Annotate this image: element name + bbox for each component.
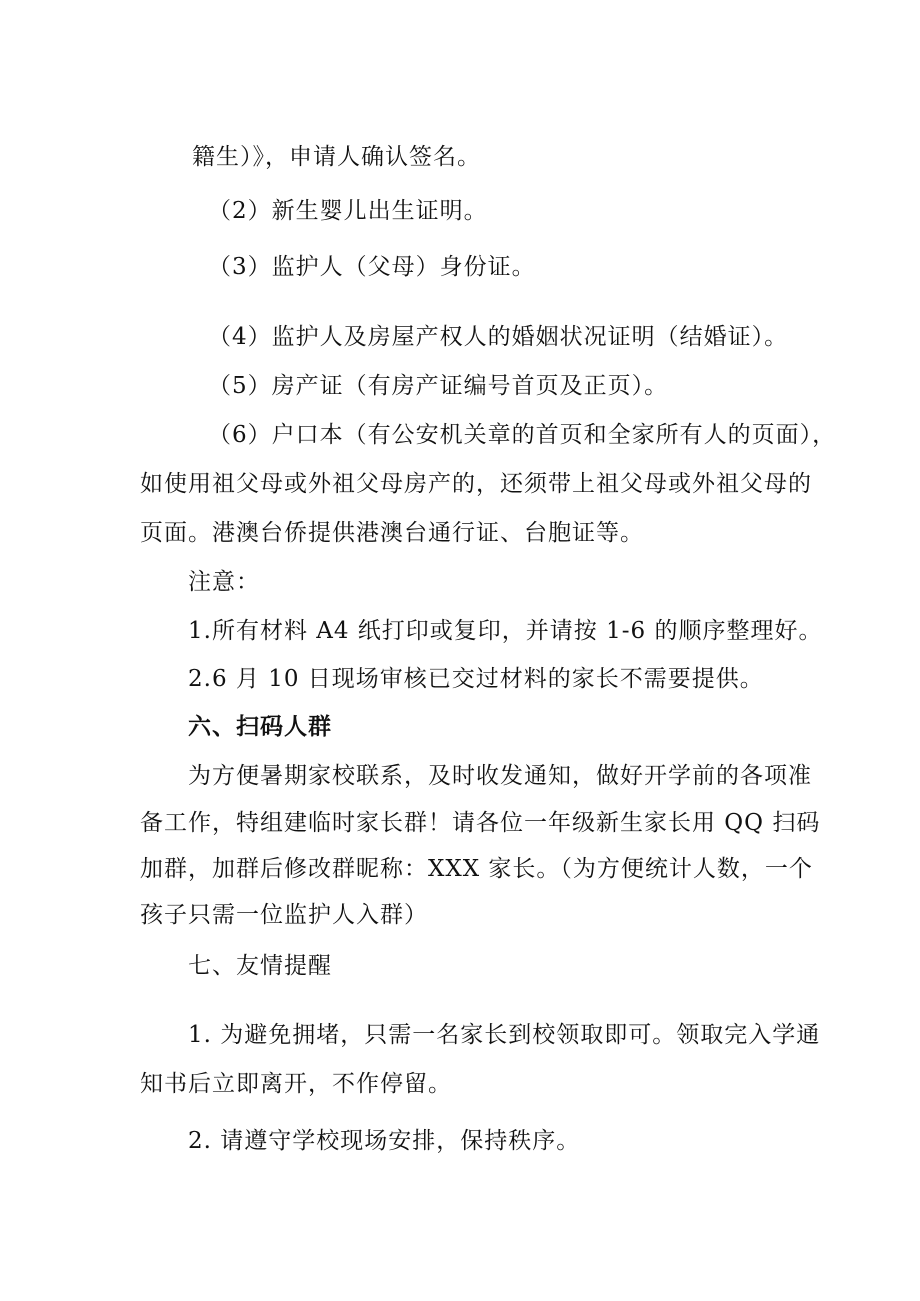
note-item-2: 2.6 月 10 日现场审核已交过材料的家长不需要提供。 [188, 666, 764, 692]
reminder-item-2: 2. 请遵守学校现场安排，保持秩序。 [188, 1128, 581, 1154]
text-line: 知书后立即离开，不作停留。 [140, 1071, 452, 1097]
text-line: 孩子只需一位监护人入群） [140, 902, 428, 928]
section-heading-six: 六、扫码人群 [188, 714, 332, 740]
reminder-item-1: 1. 为避免拥堵，只需一名家长到校领取即可。领取完入学通 [188, 1022, 821, 1048]
text-line: 加群，加群后修改群昵称：XXX 家长。（为方便统计人数，一个 [140, 856, 813, 882]
list-item-6: （6）户口本（有公安机关章的首页和全家所有人的页面）， [208, 422, 837, 448]
list-item-3: （3）监护人（父母）身份证。 [208, 254, 536, 280]
text-line: 备工作，特组建临时家长群！请各位一年级新生家长用 QQ 扫码 [140, 810, 821, 836]
note-label: 注意： [188, 569, 260, 595]
list-item-4: （4）监护人及房屋产权人的婚姻状况证明（结婚证）。 [208, 324, 789, 350]
text-line: 如使用祖父母或外祖父母房产的，还须带上祖父母或外祖父母的 [140, 471, 812, 497]
note-item-1: 1.所有材料 A4 纸打印或复印，并请按 1-6 的顺序整理好。 [188, 618, 823, 644]
list-item-2: （2）新生婴儿出生证明。 [208, 198, 488, 224]
section-heading-seven: 七、友情提醒 [188, 953, 332, 979]
text-line: 页面。港澳台侨提供港澳台通行证、台胞证等。 [140, 520, 644, 546]
text-line: 籍生）》，申请人确认签名。 [192, 144, 481, 170]
list-item-5: （5）房产证（有房产证编号首页及正页）。 [208, 373, 669, 399]
text-line: 为方便暑期家校联系，及时收发通知，做好开学前的各项准 [188, 763, 812, 789]
